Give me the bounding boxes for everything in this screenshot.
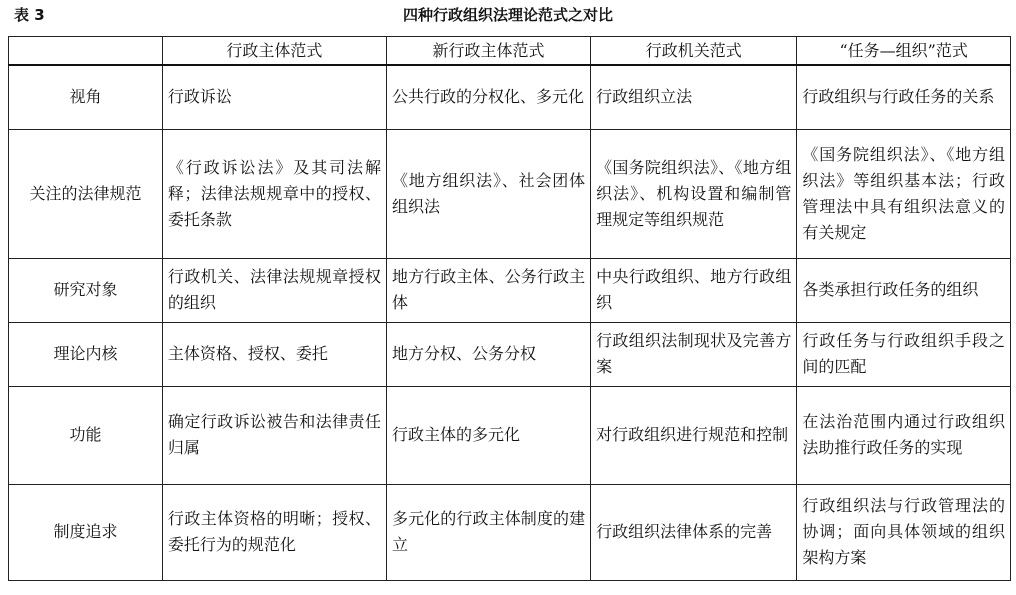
table-cell: 《国务院组织法》、《地方组织法》等组织基本法；行政管理法中具有组织法意义的有关规定 xyxy=(797,129,1011,258)
table-cell: 对行政组织进行规范和控制 xyxy=(591,386,797,484)
table-cell: 在法治范围内通过行政组织法助推行政任务的实现 xyxy=(797,386,1011,484)
header-new-administrative-subject-paradigm: 新行政主体范式 xyxy=(386,37,590,66)
table-cell: 地方分权、公务分权 xyxy=(386,322,590,386)
table-cell: 主体资格、授权、委托 xyxy=(162,322,386,386)
table-title: 四种行政组织法理论范式之对比 xyxy=(402,6,613,24)
row-label-institutional-pursuit: 制度追求 xyxy=(9,484,163,580)
table-cell: 行政任务与行政组织手段之间的匹配 xyxy=(797,322,1011,386)
header-corner xyxy=(9,37,163,66)
row-label-legal-norms: 关注的法律规范 xyxy=(9,129,163,258)
table-cell: 各类承担行政任务的组织 xyxy=(797,258,1011,322)
row-label-research-object: 研究对象 xyxy=(9,258,163,322)
table-cell: 行政组织与行政任务的关系 xyxy=(797,65,1011,129)
table-row xyxy=(9,484,1011,580)
row-label-function: 功能 xyxy=(9,386,163,484)
header-administrative-subject-paradigm: 行政主体范式 xyxy=(162,37,386,66)
table-caption xyxy=(0,4,1016,28)
table-row xyxy=(9,322,1011,386)
table-cell: 行政组织立法 xyxy=(591,65,797,129)
row-label-theoretical-core: 理论内核 xyxy=(9,322,163,386)
table-cell: 公共行政的分权化、多元化 xyxy=(386,65,590,129)
table-cell: 确定行政诉讼被告和法律责任归属 xyxy=(162,386,386,484)
header-administrative-organ-paradigm: 行政机关范式 xyxy=(591,37,797,66)
table-number: 表 3 xyxy=(14,6,45,24)
table-cell: 地方行政主体、公务行政主体 xyxy=(386,258,590,322)
header-task-organization-paradigm: “任务—组织”范式 xyxy=(797,37,1011,66)
table-cell: 《地方组织法》、社会团体组织法 xyxy=(386,129,590,258)
row-label-perspective: 视角 xyxy=(9,65,163,129)
table-row xyxy=(9,386,1011,484)
table-cell: 行政主体的多元化 xyxy=(386,386,590,484)
comparison-table xyxy=(8,36,1011,581)
table-cell: 行政组织法与行政管理法的协调；面向具体领域的组织架构方案 xyxy=(797,484,1011,580)
header-row xyxy=(9,37,1011,66)
table-row xyxy=(9,129,1011,258)
table-cell: 行政组织法律体系的完善 xyxy=(591,484,797,580)
table-row xyxy=(9,258,1011,322)
table-cell: 行政主体资格的明晰；授权、委托行为的规范化 xyxy=(162,484,386,580)
table-cell: 行政机关、法律法规规章授权的组织 xyxy=(162,258,386,322)
table-cell: 《行政诉讼法》及其司法解释；法律法规规章中的授权、委托条款 xyxy=(162,129,386,258)
table-cell: 中央行政组织、地方行政组织 xyxy=(591,258,797,322)
table-cell: 《国务院组织法》、《地方组织法》、机构设置和编制管理规定等组织规范 xyxy=(591,129,797,258)
table-cell: 行政诉讼 xyxy=(162,65,386,129)
table-row xyxy=(9,65,1011,129)
table-cell: 行政组织法制现状及完善方案 xyxy=(591,322,797,386)
table-cell: 多元化的行政主体制度的建立 xyxy=(386,484,590,580)
